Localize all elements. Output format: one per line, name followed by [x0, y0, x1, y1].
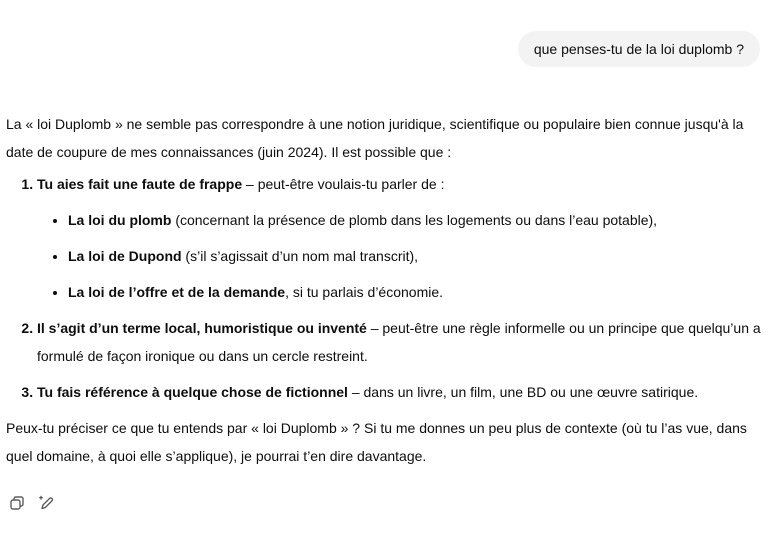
- sub-list-item: [68, 242, 764, 270]
- list-item-text: – dans un livre, un film, une BD ou une œuvre satirique.: [347, 384, 699, 400]
- sub-item-bold: La loi de Dupond: [68, 248, 182, 264]
- message-actions: [8, 494, 56, 512]
- list-item: [37, 378, 764, 406]
- edit-sparkle-icon: [38, 494, 56, 512]
- answer-intro: La « loi Duplomb » ne semble pas correspondre à une notion juridique, scientifique ou populaire bien connue jusqu'à la date de coupure de mes connaissances (juin 2024). Il est possible que :: [6, 116, 744, 160]
- sub-item-text: (s’il s’agissait d’un nom mal transcrit),: [181, 248, 419, 264]
- sub-item-bold: La loi du plomb: [68, 212, 172, 228]
- list-item: [37, 170, 764, 306]
- edit-button[interactable]: [38, 494, 56, 512]
- possibilities-list: [6, 170, 764, 406]
- sub-list-item: [68, 206, 764, 234]
- list-item-bold: Tu fais référence à quelque chose de fictionnel: [37, 384, 348, 400]
- user-message-bubble: [518, 31, 760, 67]
- assistant-message: [6, 110, 764, 470]
- copy-icon: [9, 495, 25, 511]
- answer-closing: Peux-tu préciser ce que tu entends par « loi Duplomb » ? Si tu me donnes un peu plus de contexte (où tu l’as vue, dans quel domaine, à quoi elle s’applique), je pourrai t’en dire davantage.: [6, 420, 747, 464]
- sub-item-bold: La loi de l’offre et de la demande: [68, 284, 286, 300]
- list-item: [37, 314, 764, 370]
- suggestions-list: [37, 206, 764, 306]
- list-item-bold: Il s’agit d’un terme local, humoristique ou inventé: [37, 320, 367, 336]
- copy-button[interactable]: [8, 494, 26, 512]
- sub-item-text: (concernant la présence de plomb dans les logements ou dans l’eau potable),: [171, 212, 658, 228]
- sub-item-text: , si tu parlais d’économie.: [285, 284, 444, 300]
- sub-list-item: [68, 278, 764, 306]
- user-message-text: que penses-tu de la loi duplomb ?: [533, 41, 744, 57]
- list-item-text: – peut-être voulais-tu parler de :: [242, 176, 445, 192]
- list-item-text: – peut-être une règle informelle ou un principe que quelqu’un a formulé de façon ironique ou dans un cercle restreint.: [37, 320, 761, 364]
- list-item-bold: Tu aies fait une faute de frappe: [37, 176, 243, 192]
